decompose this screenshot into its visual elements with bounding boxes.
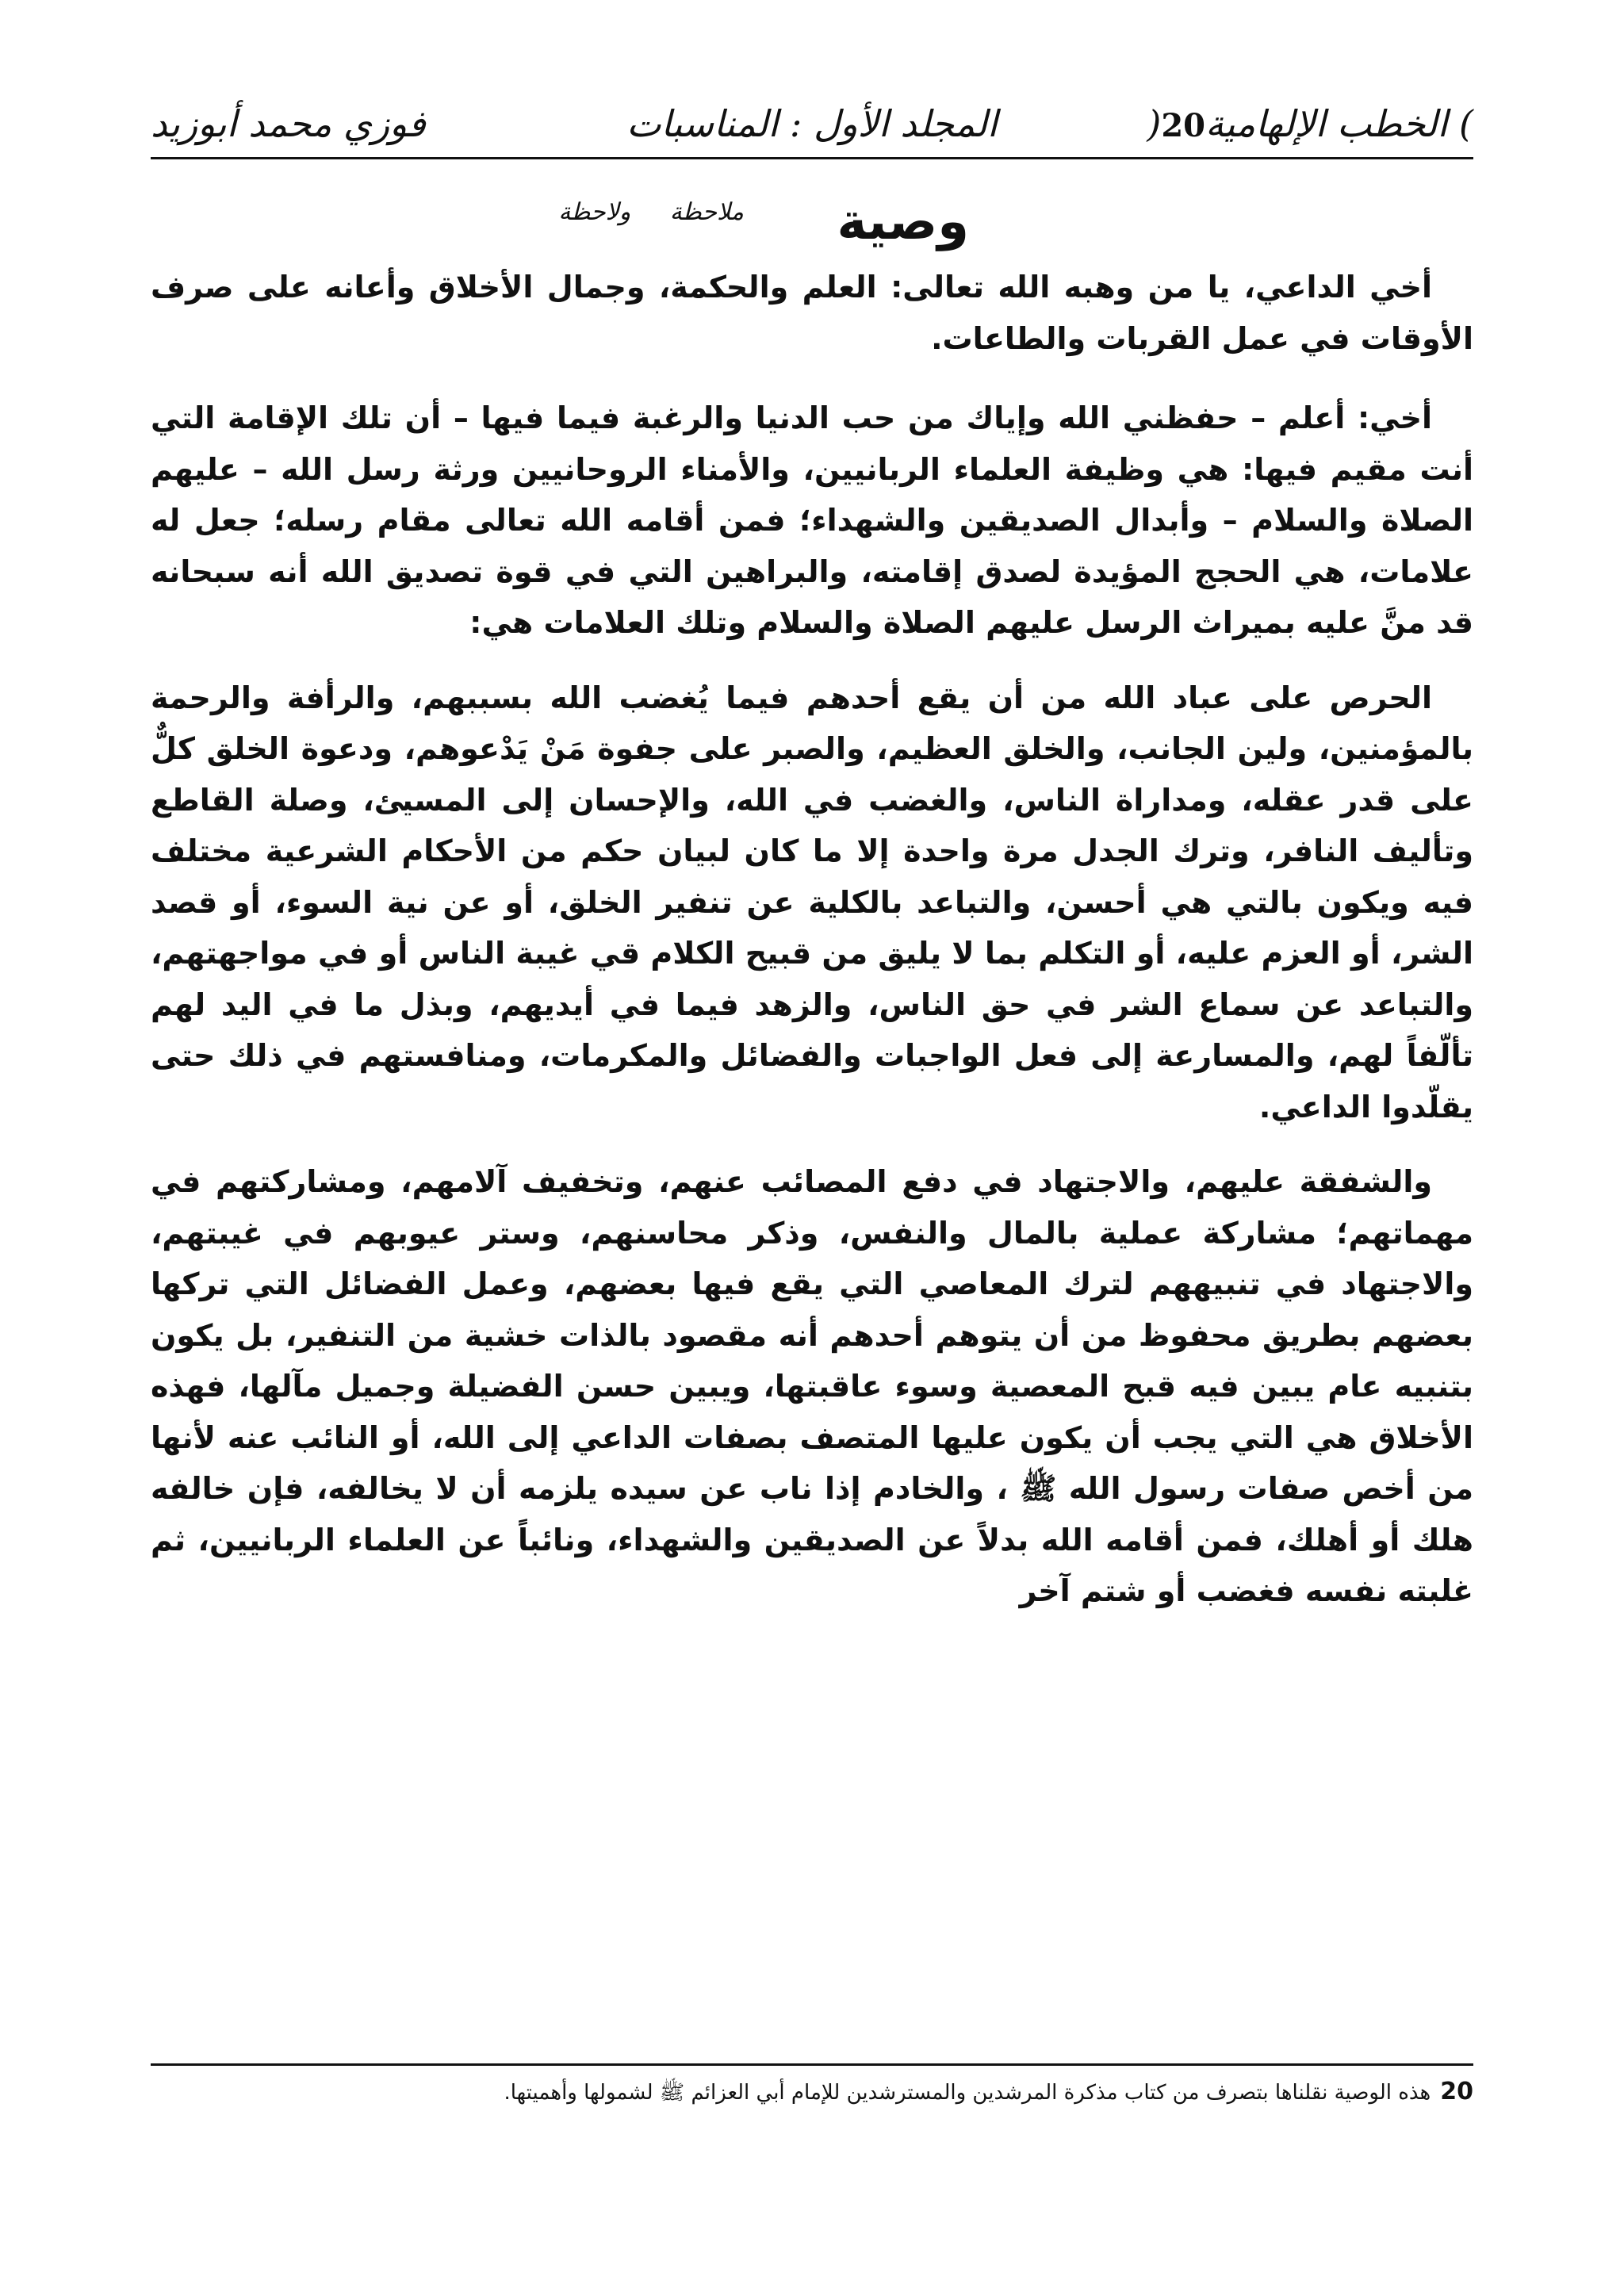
page-number-paren: ( <box>1147 102 1162 145</box>
margin-marks <box>558 197 744 228</box>
paragraph: الحرص على عباد الله من أن يقع أحدهم فيما يُغضب الله بسببهم، والرأفة والرحمة بالمؤمنين، ولين الجانب، والخلق العظيم، والصبر على جفوة مَنْ يَدْعوهم، ودعوة الخلق كلٌّ على قدر عقله، ومداراة الناس، والغضب في الله، والإحسان إلى المسيئ، وصلة القاطع وتأليف النافر، وترك الجدل مرة واحدة إلا ما كان لبيان حكم من الأحكام الشرعية مختلف فيه ويكون بالتي هي أحسن، والتباعد بالكلية عن تنفير الخلق، أو عن نية السوء، أو قصد الشر، أو العزم عليه، أو التكلم بما لا يليق من قبيح الكلام قي غيبة الناس أو في مواجهتهم، والتباعد عن سماع الشر في حق الناس، والزهد فيما في أيديهم، وبذل ما في اليد لهم تألّفاً لهم، والمسارعة إلى فعل الواجبات والفضائل والمكرمات، ومنافستهم في ذلك حتى يقلّدوا الداعي. <box>151 680 1473 1124</box>
footnote-number: 20 <box>1440 2078 1473 2105</box>
paragraph: أخي: أعلم – حفظني الله وإياك من حب الدنيا والرغبة فيما فيها – أن تلك الإقامة التي أنت مقيم فيها: هي وظيفة العلماء الربانيين، والأمناء الروحانيين ورثة رسل الله – عليهم الصلاة والسلام – وأبدال الصديقين والشهداء؛ فمن أقامه الله تعالى مقام رسله؛ جعل له علامات، هي الحجج المؤيدة لصدق إقامته، والبراهين التي في قوة تصديق الله أنه سبحانه قد منَّ عليه بميراث الرسل عليهم الصلاة والسلام وتلك العلامات هي: <box>151 400 1473 640</box>
footnote <box>151 2075 1473 2110</box>
footnote-divider <box>151 2063 1473 2066</box>
volume-title: المجلد الأول : المناسبات <box>626 102 998 145</box>
section-title: وصية <box>837 193 969 251</box>
book-title-text: ) الخطب الإلهامية <box>1205 102 1473 145</box>
book-title <box>1147 95 1473 155</box>
title-row <box>0 182 1624 262</box>
main-text <box>151 262 1473 1641</box>
running-header <box>151 95 1473 152</box>
author-name: فوزي محمد أبوزيد <box>151 102 426 145</box>
mark-note-1: ملاحظة <box>669 198 744 226</box>
footnote-text: هذه الوصية نقلناها بتصرف من كتاب مذكرة المرشدين والمسترشدين للإمام أبي العزائم ﷺ لشمولها وأهميتها. <box>504 2081 1431 2105</box>
paragraph: أخي الداعي، يا من وهبه الله تعالى: العلم والحكمة، وجمال الأخلاق وأعانه على صرف الأوقات في عمل القربات والطاعات. <box>151 270 1473 356</box>
page-number: 20 <box>1161 107 1205 144</box>
mark-note-2: ولاحظة <box>558 198 631 226</box>
header-divider <box>151 157 1473 159</box>
paragraph: والشفقة عليهم، والاجتهاد في دفع المصائب عنهم، وتخفيف آلامهم، ومشاركتهم في مهماتهم؛ مشاركة عملية بالمال والنفس، وذكر محاسنهم، وستر عيوبهم في غيبتهم، والاجتهاد في تنبيههم لترك المعاصي التي يقع فيها بعضهم، وعمل الفضائل التي تركها بعضهم بطريق محفوظ من أن يتوهم أحدهم أنه مقصود بالذات خشية من التنفير، بل يكون بتنبيه عام يبين فيه قبح المعصية وسوء عاقبتها، ويبين حسن الفضيلة وجميل مآلها، فهذه الأخلاق هي التي يجب أن يكون عليها المتصف بصفات الداعي إلى الله، أو النائب عنه لأنها من أخص صفات رسول الله ﷺ ، والخادم إذا ناب عن سيده يلزمه أن لا يخالفه، فإن خالفه هلك أو أهلك، فمن أقامه الله بدلاً عن الصديقين والشهداء، ونائباً عن العلماء الربانيين، ثم غلبته نفسه فغضب أو شتم آخر <box>151 1164 1473 1608</box>
